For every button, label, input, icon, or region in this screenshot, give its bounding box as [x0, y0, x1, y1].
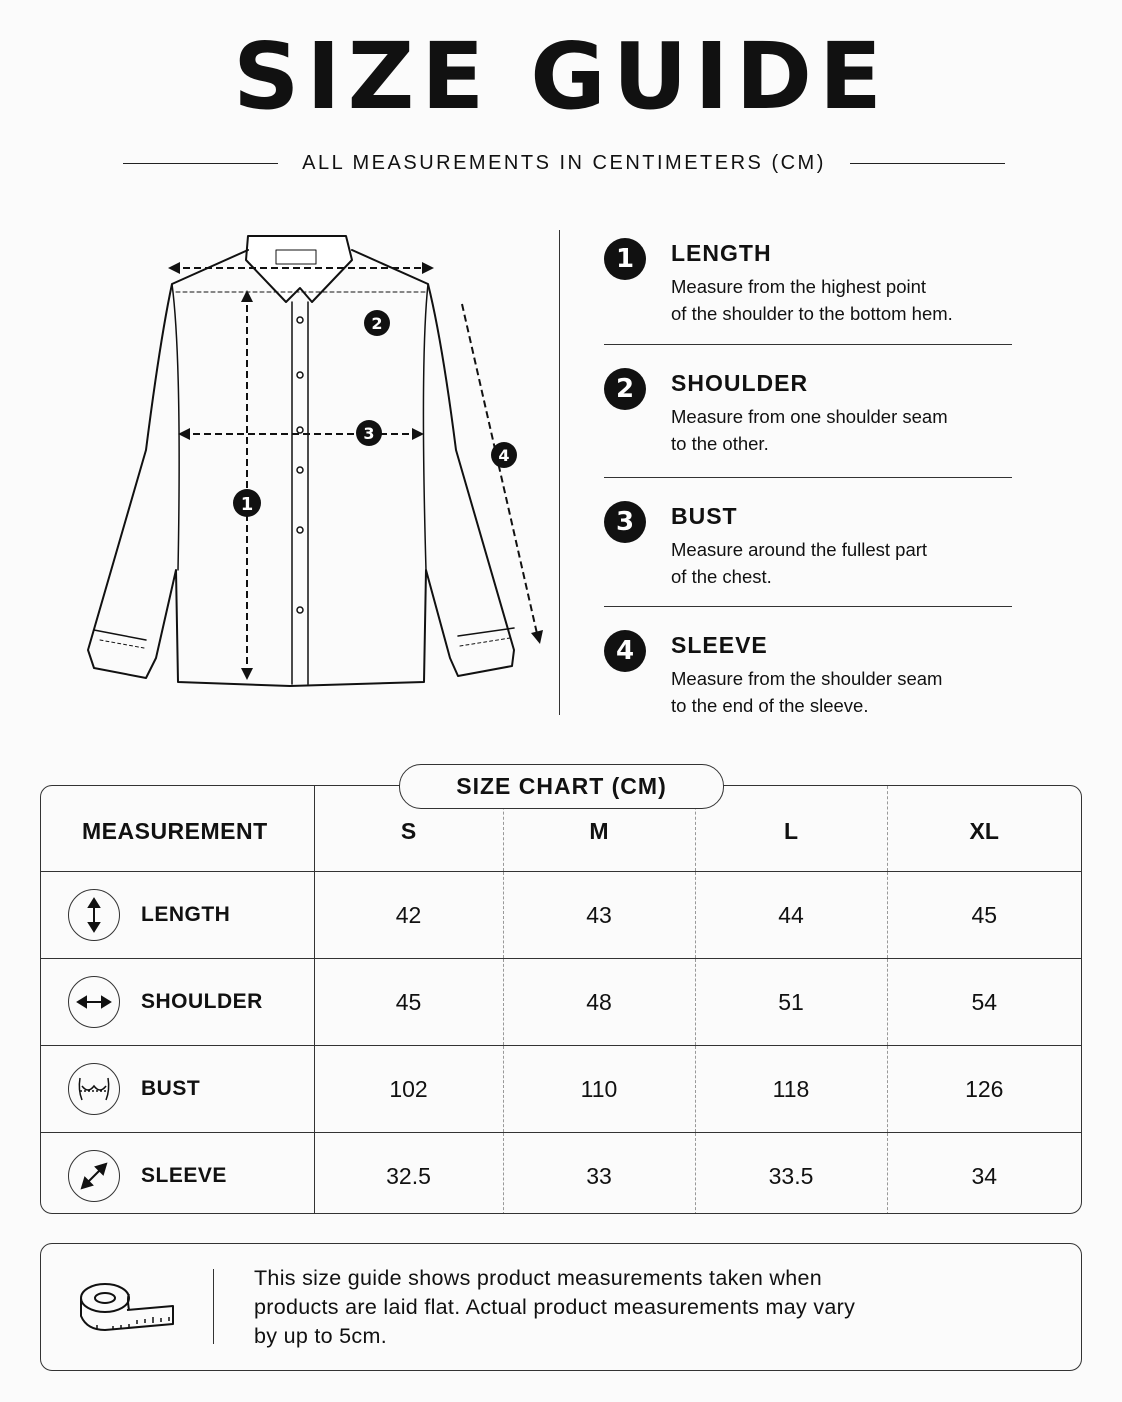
cell-value: 51: [695, 959, 887, 1046]
header-size-l: L: [695, 786, 887, 872]
legend-description: Measure from one shoulder seam to the other.: [671, 406, 948, 454]
subtitle: ALL MEASUREMENTS IN CENTIMETERS (CM): [302, 151, 826, 174]
header-size-xl: XL: [887, 786, 1081, 872]
number-badge: 4: [604, 630, 646, 672]
marker-1: [233, 489, 261, 517]
horizontal-arrow-icon: [68, 976, 120, 1028]
cell-value: 44: [695, 872, 887, 959]
legend-separator: [604, 344, 1012, 345]
cell-value: 42: [314, 872, 503, 959]
diagram-divider: [559, 230, 560, 715]
table-row: [41, 1046, 1081, 1133]
header-measurement: MEASUREMENT: [41, 786, 314, 872]
cell-value: 54: [887, 959, 1081, 1046]
table-row: [41, 1133, 1081, 1215]
legend-title: SLEEVE: [671, 632, 768, 658]
shirt-diagram: [80, 220, 550, 700]
header-size-s: S: [400, 817, 417, 844]
bust-icon: [68, 1063, 120, 1115]
cell-value: 45: [887, 872, 1081, 959]
cell-value: 126: [887, 1046, 1081, 1133]
cell-value: 45: [314, 959, 503, 1046]
header-size-m: M: [503, 786, 695, 872]
legend-description: Measure around the fullest part of the chest.: [671, 539, 928, 587]
legend-title: SHOULDER: [671, 370, 809, 396]
cell-value: 48: [503, 959, 695, 1046]
svg-text:3: 3: [363, 424, 375, 443]
legend-description: Measure from the shoulder seam to the end of the sleeve.: [671, 668, 943, 716]
svg-text:2: 2: [371, 314, 383, 333]
legend-separator: [604, 477, 1012, 478]
note-text: This size guide shows product measurements taken when products are laid flat. Actual product measurements may vary by up to 5cm.: [254, 1266, 856, 1348]
number-badge: 2: [604, 368, 646, 410]
row-label: BUST: [141, 1077, 201, 1100]
marker-3: [356, 420, 382, 446]
cell-value: 32.5: [314, 1133, 503, 1215]
size-chart-label: SIZE CHART (CM): [399, 764, 724, 809]
marker-2: [364, 310, 390, 336]
cell-value: 110: [503, 1046, 695, 1133]
svg-text:4: 4: [498, 446, 510, 465]
cell-value: 34: [887, 1133, 1081, 1215]
subtitle-row: [123, 148, 1005, 178]
diagonal-arrow-icon: [68, 1150, 120, 1202]
number-badge: 1: [604, 238, 646, 280]
cell-value: 33: [503, 1133, 695, 1215]
note-divider: [213, 1269, 214, 1344]
cell-value: 118: [695, 1046, 887, 1133]
table-row: [41, 872, 1081, 959]
row-label: SHOULDER: [141, 990, 263, 1013]
cell-value: 43: [503, 872, 695, 959]
legend-title: LENGTH: [671, 240, 772, 266]
divider-left: [123, 163, 278, 164]
measurement-note: [40, 1243, 1082, 1371]
legend-title: BUST: [671, 503, 738, 529]
number-badge: 3: [604, 501, 646, 543]
marker-4: [491, 442, 517, 468]
divider-right: [850, 163, 1005, 164]
row-label: LENGTH: [141, 903, 231, 926]
legend-description: Measure from the highest point of the shoulder to the bottom hem.: [671, 276, 953, 324]
legend-separator: [604, 606, 1012, 607]
size-chart-table: [40, 785, 1082, 1214]
measuring-tape-icon: [77, 1280, 177, 1336]
vertical-arrow-icon: [68, 889, 120, 941]
page-title: SIZE GUIDE: [233, 23, 889, 130]
cell-value: 102: [314, 1046, 503, 1133]
table-row: [41, 959, 1081, 1046]
svg-text:1: 1: [240, 494, 254, 515]
row-label: SLEEVE: [141, 1164, 227, 1188]
cell-value: 33.5: [695, 1133, 887, 1215]
